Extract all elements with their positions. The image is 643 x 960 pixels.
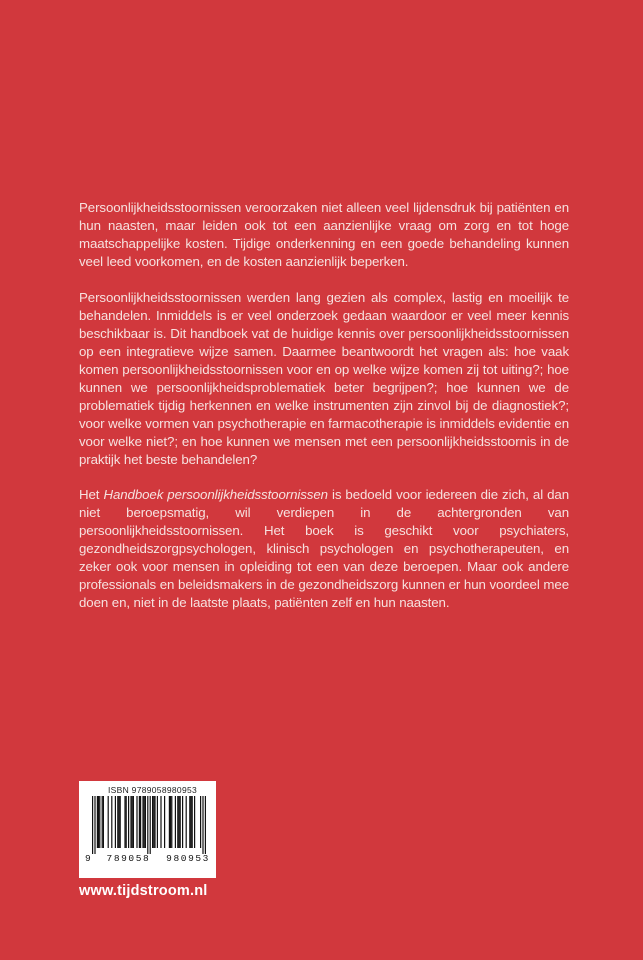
barcode-bar: [171, 796, 172, 848]
barcode-bar: [192, 796, 193, 848]
barcode-bar: [139, 796, 140, 848]
barcode-bar: [130, 796, 131, 848]
barcode-bar: [132, 796, 133, 848]
barcode-digit-group-1: 789058: [106, 853, 151, 864]
barcode-bar: [177, 796, 178, 848]
barcode-bar: [97, 796, 98, 848]
publisher-website[interactable]: www.tijdstroom.nl: [79, 883, 208, 899]
barcode-bar: [150, 796, 151, 854]
barcode-bar: [103, 796, 104, 848]
barcode-bar: [152, 796, 153, 848]
barcode-bar: [169, 796, 170, 848]
barcode-bar: [164, 796, 165, 848]
barcode-bar: [117, 796, 118, 848]
barcode-bar: [120, 796, 121, 848]
book-title-italic: Handboek persoonlijkheidsstoornissen: [103, 487, 328, 502]
barcode-bar: [190, 796, 191, 848]
barcode-bar: [136, 796, 137, 848]
paragraph-3-rest: is bedoeld voor iedereen die zich, al dan niet beroepsmatig, wil verdiepen in de achtergronden van persoonlijkheidsstoornissen. Het boek is geschikt voor psychiaters, gezondheidszorgpsychologen, klinisch psychologen en psychotherapeuten, en zeker ook voor mensen in opleiding tot een van deze beroepen. Maar ook andere professionals en beleidsmakers in de gezondheidszorg kunnen er hun voordeel mee doen en, niet in de laatste plaats, patiënten zelf en hun naasten.: [79, 487, 569, 610]
barcode-bar: [142, 796, 143, 848]
blurb-paragraph-3: [79, 486, 569, 612]
barcode-bar: [124, 796, 125, 848]
barcode-bar: [94, 796, 95, 854]
barcode-bar: [145, 796, 146, 848]
isbn-label: ISBN 9789058980953: [107, 785, 198, 795]
paragraph-3-lead: Het: [79, 487, 104, 502]
barcode-bar: [128, 796, 129, 848]
isbn-barcode: [79, 781, 216, 878]
barcode-bar: [99, 796, 100, 848]
barcode-bar: [180, 796, 181, 848]
barcode-bar: [175, 796, 176, 848]
barcode-bar: [153, 796, 154, 848]
barcode-bar: [186, 796, 187, 848]
barcode-bar: [157, 796, 158, 848]
barcode-bar: [202, 796, 203, 854]
barcode-bar: [189, 796, 190, 848]
blurb-paragraph-2: Persoonlijkheidsstoornissen werden lang gezien als complex, lastig en moeilijk te behandelen. Inmiddels is er veel onderzoek gedaan waardoor er veel meer kennis beschikbaar is. Dit handboek vat de huidige kennis over persoonlijkheidsstoornissen op een integratieve wijze samen. Daarmee beantwoordt het vragen als: hoe vaak komen persoonlijkheidsstoornissen voor en op welke wijze komen zij tot uiting?; hoe kunnen we persoonlijkheidsproblematiek beter begrijpen?; hoe kunnen we de problematiek tijdig herkennen en welke instrumenten zijn zinvol bij de diagnostiek?; voor welke vormen van psychotherapie en farmacotherapie is inmiddels evidentie en voor welke niet?; en hoe kunnen we mensen met een persoonlijkheidsstoornis in de praktijk het beste behandelen?: [79, 290, 569, 467]
barcode-digit-group-2: 980953: [166, 853, 210, 864]
barcode-bar: [140, 796, 141, 848]
barcode-bar: [144, 796, 145, 848]
barcode-bar: [205, 796, 206, 854]
barcode-bar: [108, 796, 109, 848]
barcode-bar: [147, 796, 148, 854]
barcode-digits: [85, 853, 210, 864]
barcode-bar: [194, 796, 195, 848]
barcode-bar: [160, 796, 161, 848]
barcode-bar: [170, 796, 171, 848]
barcode-bar: [102, 796, 103, 848]
barcode-bar: [118, 796, 119, 848]
barcode-bar: [98, 796, 99, 848]
barcode-bar: [154, 796, 155, 848]
barcode-bar: [133, 796, 134, 848]
barcode-bar: [111, 796, 112, 848]
barcode-bar: [200, 796, 201, 848]
blurb-text: [79, 199, 569, 629]
barcode-bar: [178, 796, 179, 848]
barcode-bar: [182, 796, 183, 848]
blurb-paragraph-1: Persoonlijkheidsstoornissen veroorzaken niet alleen veel lijdensdruk bij patiënten en hun naasten, maar leiden ook tot een aanzienlijke vraag om zorg en tot hoge maatschappelijke kosten. Tijdige onderkenning en een goede behandeling kunnen veel leed voorkomen, en de kosten aanzienlijk beperken.: [79, 200, 569, 269]
barcode-bar: [126, 796, 127, 848]
barcode-bar: [92, 796, 93, 854]
barcode-bar: [115, 796, 116, 848]
barcode-bars: [85, 796, 210, 854]
barcode-digit-first: 9: [85, 853, 91, 864]
